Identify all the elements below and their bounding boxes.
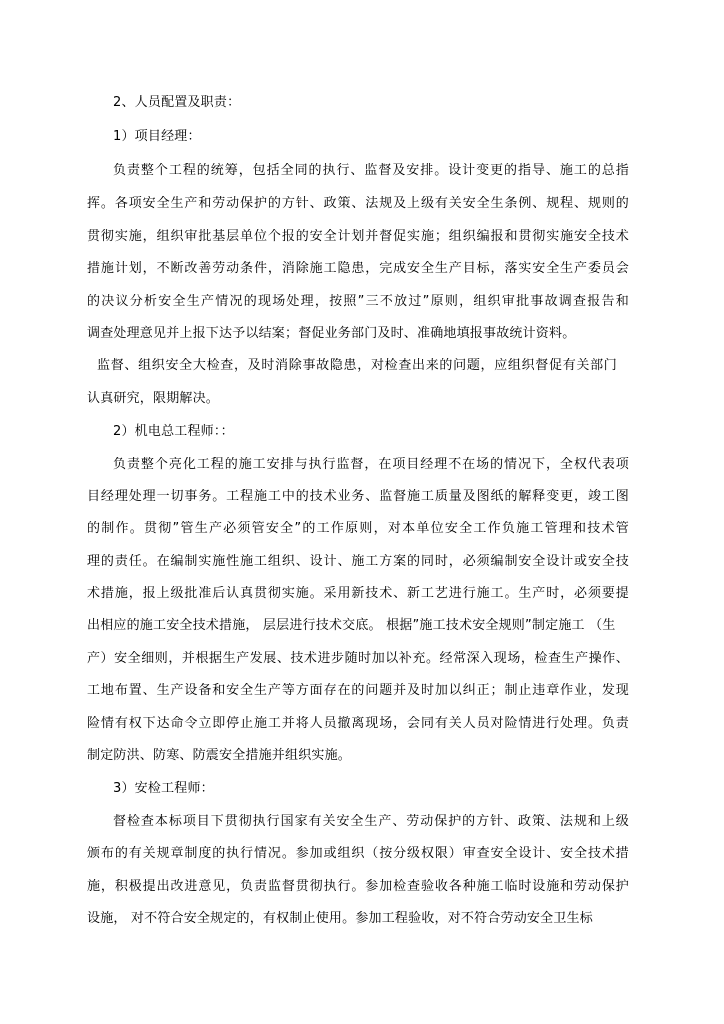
paragraph-line: 出相应的施工安全技术措施， 层层进行技术交底。 根据”施工技术安全规则”制定施工 （生 xyxy=(87,618,616,633)
paragraph-line: 监督、组织安全大检查，及时消除事故隐患，对检查出来的问题，应组织督促有关部门 xyxy=(97,358,617,373)
section-title-chief-engineer: 2）机电总工程师：： xyxy=(113,424,234,439)
section-heading: 2、人员配置及职责： xyxy=(113,95,241,110)
paragraph-line: 督检查本标项目下贯彻执行国家有关安全生产、劳动保护的方针、政策、法规和上级 xyxy=(113,814,629,829)
paragraph-line: 产）安全细则，并根据生产发展、技术进步随时加以补充。经常深入现场，检查生产操作、 xyxy=(87,651,629,666)
paragraph-line: 措施计划，不断改善劳动条件，消除施工隐患，完成安全生产目标，落实安全生产委员会 xyxy=(87,261,629,276)
paragraph-line: 的决议分析安全生产情况的现场处理，按照”三不放过”原则，组织审批事故调查报告和 xyxy=(87,294,629,309)
paragraph-line: 挥。各项安全生产和劳动保护的方针、政策、法规及上级有关安全生条例、规程、规则的 xyxy=(87,196,629,211)
section-title-safety-engineer: 3）安检工程师： xyxy=(113,781,214,796)
paragraph-line: 颁布的有关规章制度的执行情况。参加或组织（按分级权限）审查安全设计、安全技术措 xyxy=(87,846,629,861)
paragraph-line: 负责整个亮化工程的施工安排与执行监督，在项目经理不在场的情况下，全权代表项 xyxy=(113,457,629,472)
paragraph-line: 贯彻实施，组织审批基层单位个报的安全计划并督促实施；组织编报和贯彻实施安全技术 xyxy=(87,229,629,244)
paragraph-line: 的制作。贯彻”管生产必须管安全”的工作原则，对本单位安全工作负施工管理和技术管 xyxy=(87,521,629,536)
section-title-project-manager: 1）项目经理： xyxy=(113,129,201,144)
paragraph-line: 施，积极提出改进意见，负责监督贯彻执行。参加检查验收各种施工临时设施和劳动保护 xyxy=(87,879,629,894)
paragraph-line: 险情有权下达命令立即停止施工并将人员撤离现场，会同有关人员对险情进行处理。负责 xyxy=(87,716,629,731)
paragraph-line: 制定防洪、防寒、防震安全措施并组织实施。 xyxy=(87,748,352,763)
paragraph-line: 认真研究，限期解决。 xyxy=(87,391,220,406)
paragraph-line: 目经理处理一切事务。工程施工中的技术业务、监督施工质量及图纸的解释变更，竣工图 xyxy=(87,489,629,504)
paragraph-line: 工地布置、生产设备和安全生产等方面存在的问题并及时加以纠正；制止违章作业，发现 xyxy=(87,683,629,698)
paragraph-line: 设施， 对不符合安全规定的，有权制止使用。参加工程验收，对不符合劳动安全卫生标 xyxy=(87,911,593,926)
paragraph-line: 调查处理意见并上报下达予以结案；督促业务部门及时、准确地填报事故统计资料。 xyxy=(87,326,576,341)
paragraph-line: 负责整个工程的统筹，包括全同的执行、监督及安排。设计变更的指导、施工的总指 xyxy=(113,163,629,178)
paragraph-line: 术措施，报上级批准后认真贯彻实施。采用新技术、新工艺进行施工。生产时，必须要提 xyxy=(87,586,629,601)
paragraph-line: 理的责任。在编制实施性施工组织、设计、施工方案的同时，必须编制安全设计或安全技 xyxy=(87,554,629,569)
